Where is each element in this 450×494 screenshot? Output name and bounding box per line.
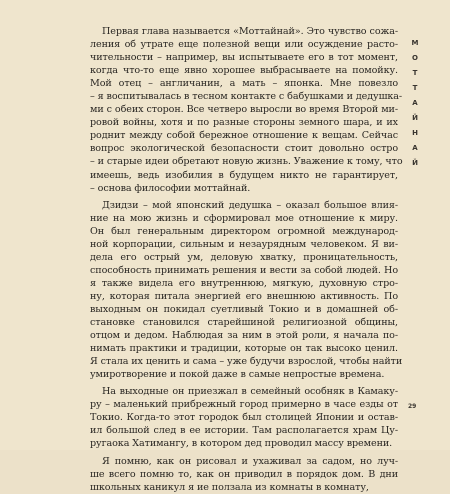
running-title-letter: Й — [412, 159, 418, 167]
text-line: ругаока Хатимангу, в котором дед проводил массу времени. — [90, 438, 393, 450]
body-text — [90, 25, 403, 494]
text-line: имеешь, ведь изобилия в будущем никто не гарантирует, — [90, 169, 398, 181]
text-line: отцом и дедом. Наблюдая за ним в этой роли, я начала по- — [90, 330, 398, 342]
text-line: роднит между собой бережное отношение к вещам. Сейчас — [90, 130, 398, 142]
running-title-letter: Т — [412, 69, 418, 77]
text-line: ил большой след в ее истории. Там располагается храм Цу- — [90, 425, 398, 437]
paragraph — [90, 199, 403, 382]
running-title-letter: Й — [412, 114, 418, 122]
text-line: ше всего помню то, как он приводил в порядок дом. В дни — [90, 468, 398, 480]
text-line: – основа философии моттайнай. — [90, 182, 251, 194]
text-line: – и старые идеи обретают новую жизнь. Уважение к тому, что — [90, 156, 403, 168]
text-line: чительности – например, вы испытываете его в тот момент, — [90, 52, 398, 64]
running-chapter-title — [409, 36, 421, 171]
text-line: умиротворение и покой даже в самые непростые времена. — [90, 369, 385, 381]
text-line: Токио. Когда-то этот городок был столицей Японии и остав- — [90, 412, 398, 424]
text-line: ние на мою жизнь и сформировал мое отношение к миру. — [90, 212, 398, 224]
text-line: я также видела его внутреннюю, мягкую, духовную стро- — [90, 277, 398, 289]
text-line: когда что-то еще явно хорошее выбрасываете на помойку. — [90, 65, 398, 77]
running-title-letter: А — [412, 99, 418, 107]
text-line: способность принимать решения и вести за собой людей. Но — [90, 264, 398, 276]
text-line: ной корпорации, сильным и незаурядным человеком. Я ви- — [90, 238, 398, 250]
text-line: ру – маленький прибрежный город примерно в часе езды от — [90, 399, 398, 411]
running-title-letter: М — [411, 39, 419, 47]
text-line: – я воспитывалась в тесном контакте с бабушками и дедушка- — [90, 91, 403, 103]
running-title-letter: Н — [412, 129, 418, 137]
paragraph — [90, 455, 398, 494]
text-line: нимать практики и традиции, которые он так высоко ценил. — [90, 343, 398, 355]
text-line: ровой войны, хотя и по разные стороны земного шара, и их — [90, 117, 398, 129]
text-line: Я стала их ценить и сама – уже будучи взрослой, чтобы найти — [90, 356, 403, 368]
text-line: Он был генеральным директором огромной международ- — [90, 225, 398, 237]
running-title-letter: О — [412, 54, 418, 62]
text-line: школьных каникул я ие ползала из комнаты в комнату, — [90, 481, 369, 493]
running-title-letter: А — [412, 144, 418, 152]
text-line: дела его острый ум, деловую хватку, проницательность, — [90, 251, 398, 263]
text-line: Первая глава называется «Моттайнай». Это чувство сожа- — [102, 26, 398, 37]
paragraph — [90, 385, 398, 450]
text-line: На выходные он приезжал в семейный особняк в Камаку- — [102, 386, 398, 398]
text-line: ления об утрате еще полезной вещи или осуждение расто- — [90, 39, 398, 51]
page-number: 29 — [408, 403, 417, 410]
text-line: ну, которая питала энергией его внешнюю активность. По — [90, 290, 398, 302]
text-line: Дзидзи – мой японский дедушка – оказал большое влия- — [102, 199, 398, 211]
paragraph — [90, 25, 403, 195]
text-line: становке становился старейшиной религиозной общины, — [90, 317, 398, 329]
text-line: вопрос экологической безопасности стоит довольно остро — [90, 143, 398, 155]
running-title-letter: Т — [412, 84, 418, 92]
text-line: Я помню, как он рисовал и ухаживал за садом, но луч- — [102, 455, 398, 467]
text-line: выходным он покидал суетливый Токио и в домашней об- — [90, 303, 398, 315]
text-line: ми с обеих сторон. Все четверо выросли во время Второй ми- — [90, 104, 398, 116]
text-line: Мой отец – англичанин, а мать – японка. Мне повезло — [90, 78, 398, 90]
